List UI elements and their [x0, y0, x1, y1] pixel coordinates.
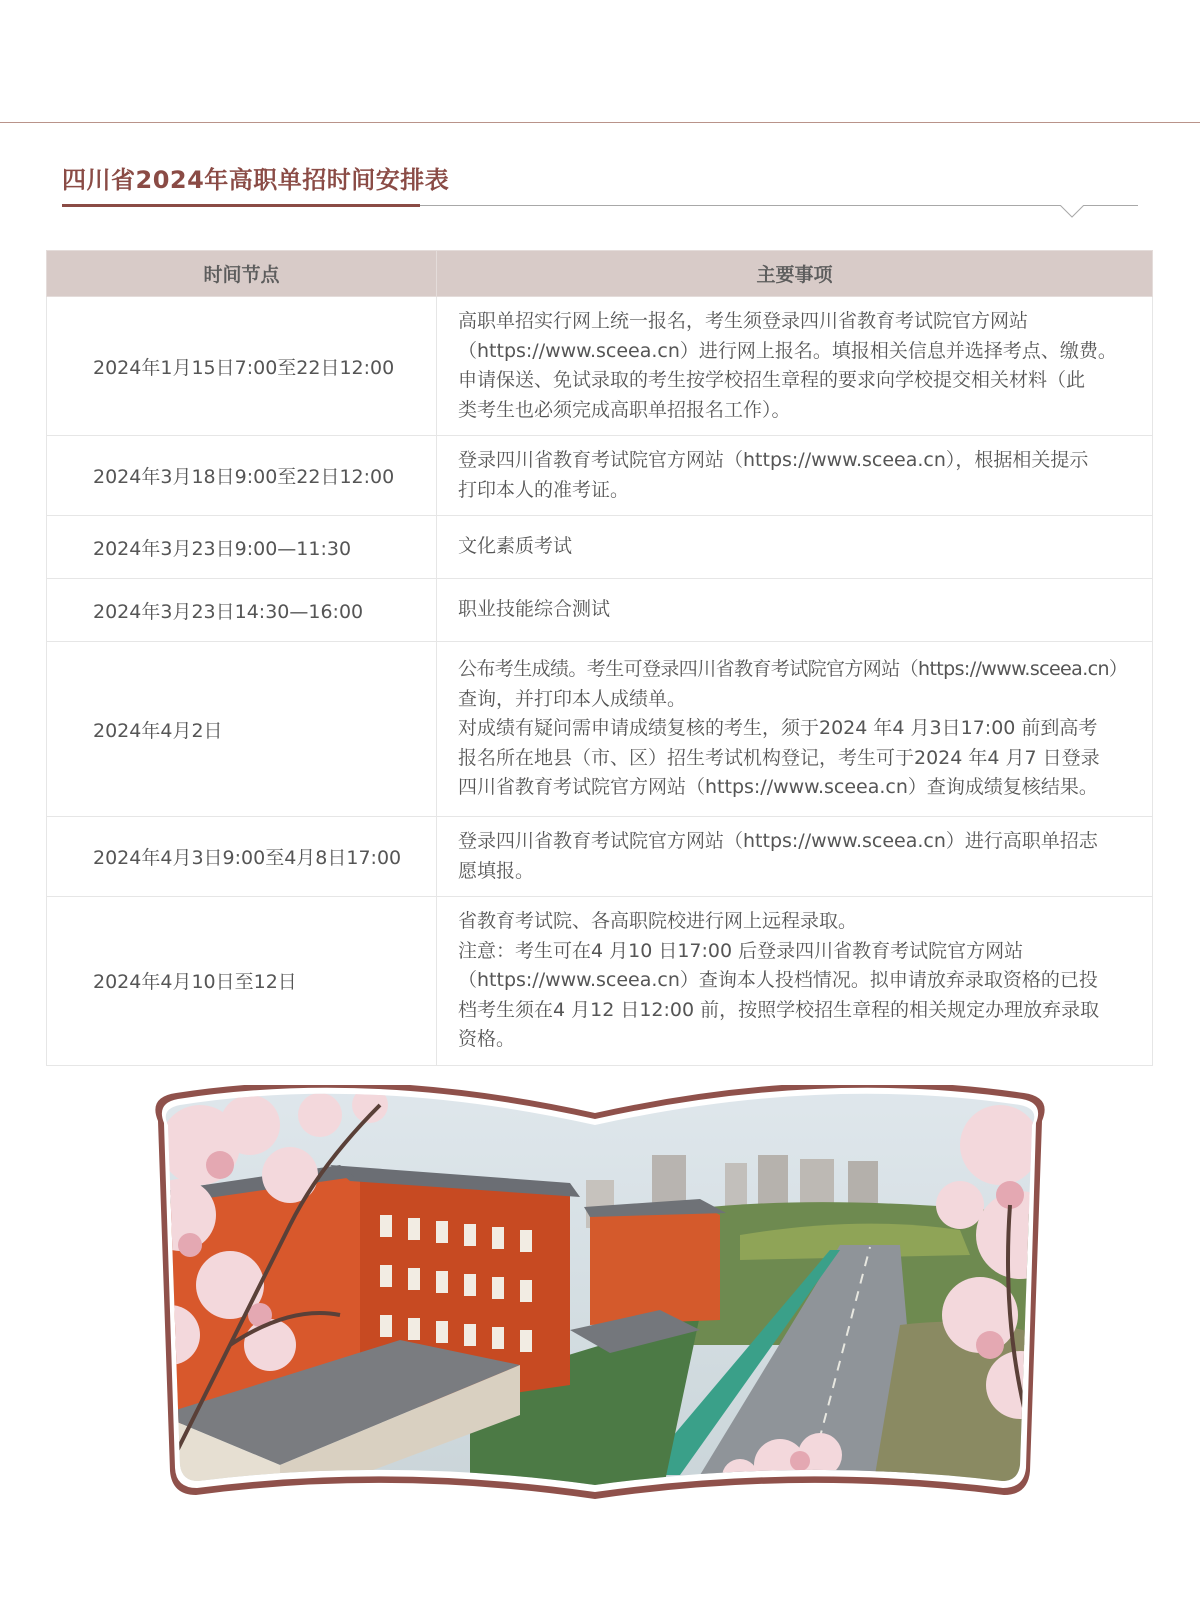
row-time: 2024年3月23日14:30—16:00 — [47, 579, 437, 642]
table-row — [47, 897, 1153, 1066]
campus-photo — [140, 1085, 1060, 1515]
top-divider — [0, 122, 1200, 123]
title-divider-line — [420, 205, 1138, 206]
table-row — [47, 817, 1153, 897]
description-line: 申请保送、免试录取的考生按学校招生章程的要求向学校提交相关材料（此 — [458, 369, 1086, 391]
description-line: 注意：考生可在4 月10 日17:00 后登录四川省教育考试院官方网站 — [458, 939, 1024, 962]
chevron-down-icon — [1060, 205, 1084, 219]
description-line: （https://www.sceea.cn）进行网上报名。填报相关信息并选择考点、缴费。 — [458, 339, 1117, 362]
page-title: 四川省2024年高职单招时间安排表 — [62, 166, 450, 194]
row-time: 2024年1月15日7:00至22日12:00 — [47, 297, 437, 436]
row-description — [437, 436, 1153, 516]
description-line: 登录四川省教育考试院官方网站（https://www.sceea.cn）进行高职单招志 — [458, 830, 1098, 852]
description-line: 打印本人的准考证。 — [458, 478, 630, 501]
header-time-node: 时间节点 — [47, 251, 437, 297]
description-line: 公布考生成绩。考生可登录四川省教育考试院官方网站（https://www.sceea.cn） — [458, 658, 1128, 681]
description-line: 四川省教育考试院官方网站（https://www.sceea.cn）查询成绩复核结果。 — [458, 776, 1098, 799]
title-accent-underline — [62, 204, 420, 207]
description-line: 高职单招实行网上统一报名，考生须登录四川省教育考试院官方网站 — [458, 310, 1029, 332]
row-time: 2024年4月10日至12日 — [47, 897, 437, 1066]
row-description — [437, 579, 1153, 642]
row-description — [437, 817, 1153, 897]
schedule-table — [46, 250, 1153, 1066]
row-time: 2024年3月18日9:00至22日12:00 — [47, 436, 437, 516]
table-row — [47, 579, 1153, 642]
table-header-row — [47, 251, 1153, 297]
description-line: 职业技能综合测试 — [458, 598, 611, 621]
table-row — [47, 516, 1153, 579]
table-row — [47, 297, 1153, 436]
description-line: 类考生也必须完成高职单招报名工作）。 — [458, 398, 791, 421]
description-line: 文化素质考试 — [458, 535, 573, 558]
table-row — [47, 436, 1153, 516]
table-row — [47, 642, 1153, 817]
description-line: 愿填报。 — [458, 859, 535, 882]
row-description — [437, 642, 1153, 817]
description-line: 资格。 — [458, 1028, 516, 1050]
section-header — [62, 160, 1138, 220]
description-line: 查询，并打印本人成绩单。 — [458, 687, 687, 710]
row-time: 2024年3月23日9:00—11:30 — [47, 516, 437, 579]
row-description — [437, 516, 1153, 579]
description-line: 报名所在地县（市、区）招生考试机构登记，考生可于2024 年4 月7 日登录 — [458, 746, 1100, 769]
description-line: 登录四川省教育考试院官方网站（https://www.sceea.cn），根据相关提示 — [458, 449, 1089, 471]
row-time: 2024年4月2日 — [47, 642, 437, 817]
header-main-items: 主要事项 — [437, 251, 1153, 297]
row-description — [437, 897, 1153, 1066]
description-line: 省教育考试院、各高职院校进行网上远程录取。 — [458, 910, 858, 932]
row-description — [437, 297, 1153, 436]
row-time: 2024年4月3日9:00至4月8日17:00 — [47, 817, 437, 897]
description-line: 档考生须在4 月12 日12:00 前，按照学校招生章程的相关规定办理放弃录取 — [458, 998, 1100, 1021]
description-line: （https://www.sceea.cn）查询本人投档情况。拟申请放弃录取资格的已投 — [458, 969, 1098, 991]
description-line: 对成绩有疑问需申请成绩复核的考生，须于2024 年4 月3日17:00 前到高考 — [458, 717, 1098, 740]
